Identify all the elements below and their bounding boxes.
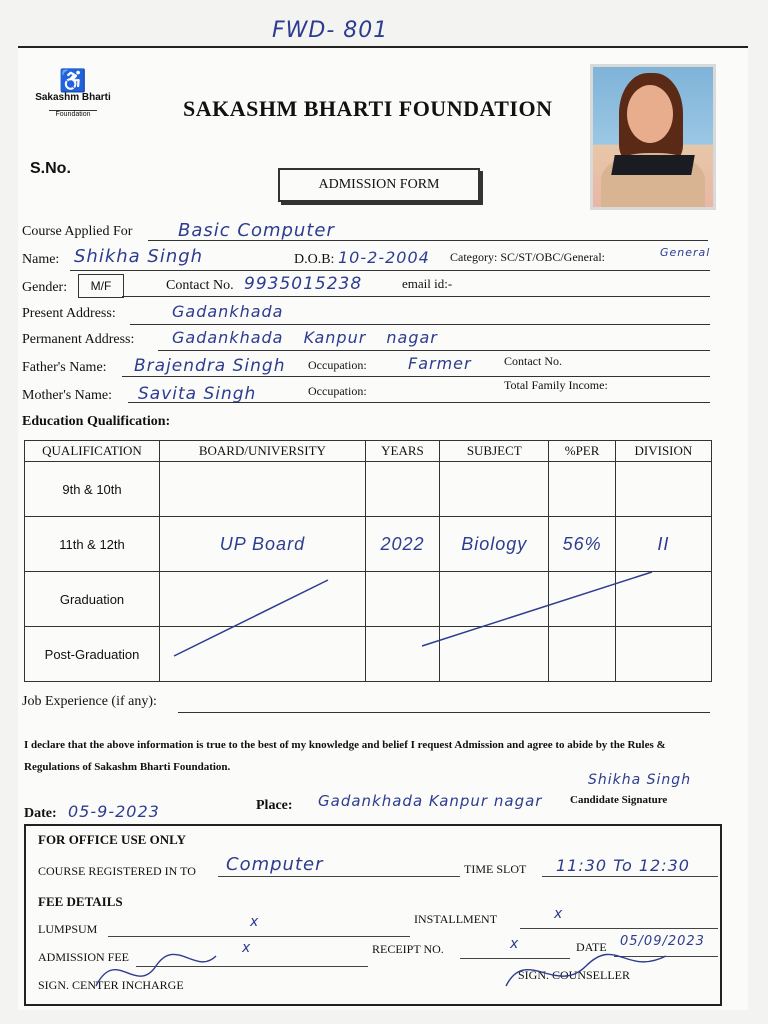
col-percent: %PER bbox=[549, 441, 615, 462]
email-label: email id:- bbox=[402, 276, 453, 291]
board-cell[interactable]: UP Board bbox=[160, 517, 366, 572]
father-name-value[interactable]: Brajendra Singh bbox=[134, 356, 286, 376]
center-signature bbox=[96, 954, 216, 986]
col-qualification: QUALIFICATION bbox=[25, 441, 160, 462]
qualification-cell: 9th & 10th bbox=[25, 462, 160, 517]
division-cell[interactable]: II bbox=[615, 517, 711, 572]
gender-box[interactable]: M/F bbox=[78, 274, 124, 298]
form-title: ADMISSION FORM bbox=[278, 168, 480, 202]
top-note: FWD- 801 bbox=[272, 18, 389, 43]
receipt-label: RECEIPT NO. bbox=[372, 942, 444, 956]
office-heading: FOR OFFICE USE ONLY bbox=[38, 832, 186, 847]
lumpsum-value[interactable]: x bbox=[250, 914, 260, 930]
wheelchair-icon: ♿ bbox=[59, 68, 87, 93]
logo-sub: Foundation bbox=[49, 110, 96, 118]
organization-name: SAKASHM BHARTI FOUNDATION bbox=[183, 96, 553, 121]
job-experience-label: Job Experience (if any): bbox=[22, 694, 157, 709]
present-address-value[interactable]: Gadankhada bbox=[172, 302, 284, 321]
contact-value[interactable]: 9935015238 bbox=[244, 274, 363, 294]
category-value[interactable]: General bbox=[660, 246, 711, 259]
father-name-label: Father's Name: bbox=[22, 360, 107, 375]
time-slot-value[interactable]: 11:30 To 12:30 bbox=[556, 856, 690, 875]
name-value[interactable]: Shikha Singh bbox=[74, 246, 204, 267]
installment-value[interactable]: x bbox=[554, 906, 564, 922]
course-value[interactable]: Basic Computer bbox=[178, 220, 335, 241]
admission-form-sheet bbox=[18, 46, 748, 1010]
strike-line-left bbox=[174, 580, 328, 656]
qualification-cell: Graduation bbox=[25, 572, 160, 627]
course-label: Course Applied For bbox=[22, 224, 133, 239]
father-occupation-label: Occupation: bbox=[308, 358, 367, 372]
signature-scribbles bbox=[26, 826, 720, 1004]
logo-name: Sakashm Bharti bbox=[35, 92, 111, 103]
education-heading: Education Qualification: bbox=[22, 414, 171, 429]
job-experience-line bbox=[178, 712, 710, 713]
admission-fee-value[interactable]: x bbox=[242, 940, 252, 956]
gender-label: Gender: bbox=[22, 280, 68, 295]
date-label: Date: bbox=[24, 806, 57, 821]
time-slot-label: TIME SLOT bbox=[464, 862, 527, 876]
serial-number-label: S.No. bbox=[30, 160, 71, 177]
qualification-cell: Post-Graduation bbox=[25, 627, 160, 682]
receipt-value[interactable]: x bbox=[510, 936, 520, 952]
col-division: DIVISION bbox=[615, 441, 711, 462]
office-date-value[interactable]: 05/09/2023 bbox=[620, 934, 705, 949]
present-address-label: Present Address: bbox=[22, 306, 116, 321]
counseller-signature bbox=[506, 954, 666, 986]
center-incharge-label: SIGN. CENTER INCHARGE bbox=[38, 978, 184, 992]
course-registered-value[interactable]: Computer bbox=[226, 854, 324, 875]
place-value[interactable]: Gadankhada Kanpur nagar bbox=[318, 792, 543, 810]
category-label: Category: SC/ST/OBC/General: bbox=[450, 250, 605, 264]
mother-occupation-label: Occupation: bbox=[308, 384, 367, 398]
income-label: Total Family Income: bbox=[504, 378, 608, 392]
subject-cell[interactable]: Biology bbox=[440, 517, 549, 572]
date-value[interactable]: 05-9-2023 bbox=[68, 802, 160, 821]
counseller-label: SIGN. COUNSELLER bbox=[518, 968, 631, 982]
name-label: Name: bbox=[22, 252, 60, 267]
contact-label: Contact No. bbox=[166, 278, 234, 293]
candidate-signature-label: Candidate Signature bbox=[570, 794, 668, 806]
candidate-signature: Shikha Singh bbox=[588, 772, 692, 788]
office-date-label: DATE bbox=[576, 940, 607, 954]
admission-fee-label: ADMISSION FEE bbox=[38, 950, 130, 964]
mother-name-value[interactable]: Savita Singh bbox=[138, 384, 257, 404]
declaration-text: I declare that the above information is true to the best of my knowledge and belief I request Admission and agree to abide by the Rules & Regulations of Sakashm Bharti Foundation. bbox=[24, 739, 666, 773]
father-contact-label: Contact No. bbox=[504, 354, 562, 368]
course-registered-label: COURSE REGISTERED IN TO bbox=[38, 864, 196, 878]
place-label: Place: bbox=[256, 798, 293, 813]
year-cell[interactable]: 2022 bbox=[365, 517, 439, 572]
permanent-address-label: Permanent Address: bbox=[22, 332, 135, 347]
dob-label: D.O.B: bbox=[294, 252, 335, 267]
qualification-cell: 11th & 12th bbox=[25, 517, 160, 572]
office-use-box bbox=[24, 824, 722, 1006]
col-board: BOARD/UNIVERSITY bbox=[160, 441, 366, 462]
installment-label: INSTALLMENT bbox=[414, 912, 498, 926]
percent-cell[interactable]: 56% bbox=[549, 517, 615, 572]
lumpsum-label: LUMPSUM bbox=[38, 922, 98, 936]
fee-heading: FEE DETAILS bbox=[38, 894, 123, 909]
col-years: YEARS bbox=[365, 441, 439, 462]
permanent-address-value[interactable]: Gadankhada Kanpur nagar bbox=[172, 328, 438, 347]
col-subject: SUBJECT bbox=[440, 441, 549, 462]
strike-line-right bbox=[422, 572, 652, 646]
father-occupation-value[interactable]: Farmer bbox=[408, 354, 472, 373]
mother-name-label: Mother's Name: bbox=[22, 388, 113, 403]
dob-value[interactable]: 10-2-2004 bbox=[338, 248, 430, 267]
